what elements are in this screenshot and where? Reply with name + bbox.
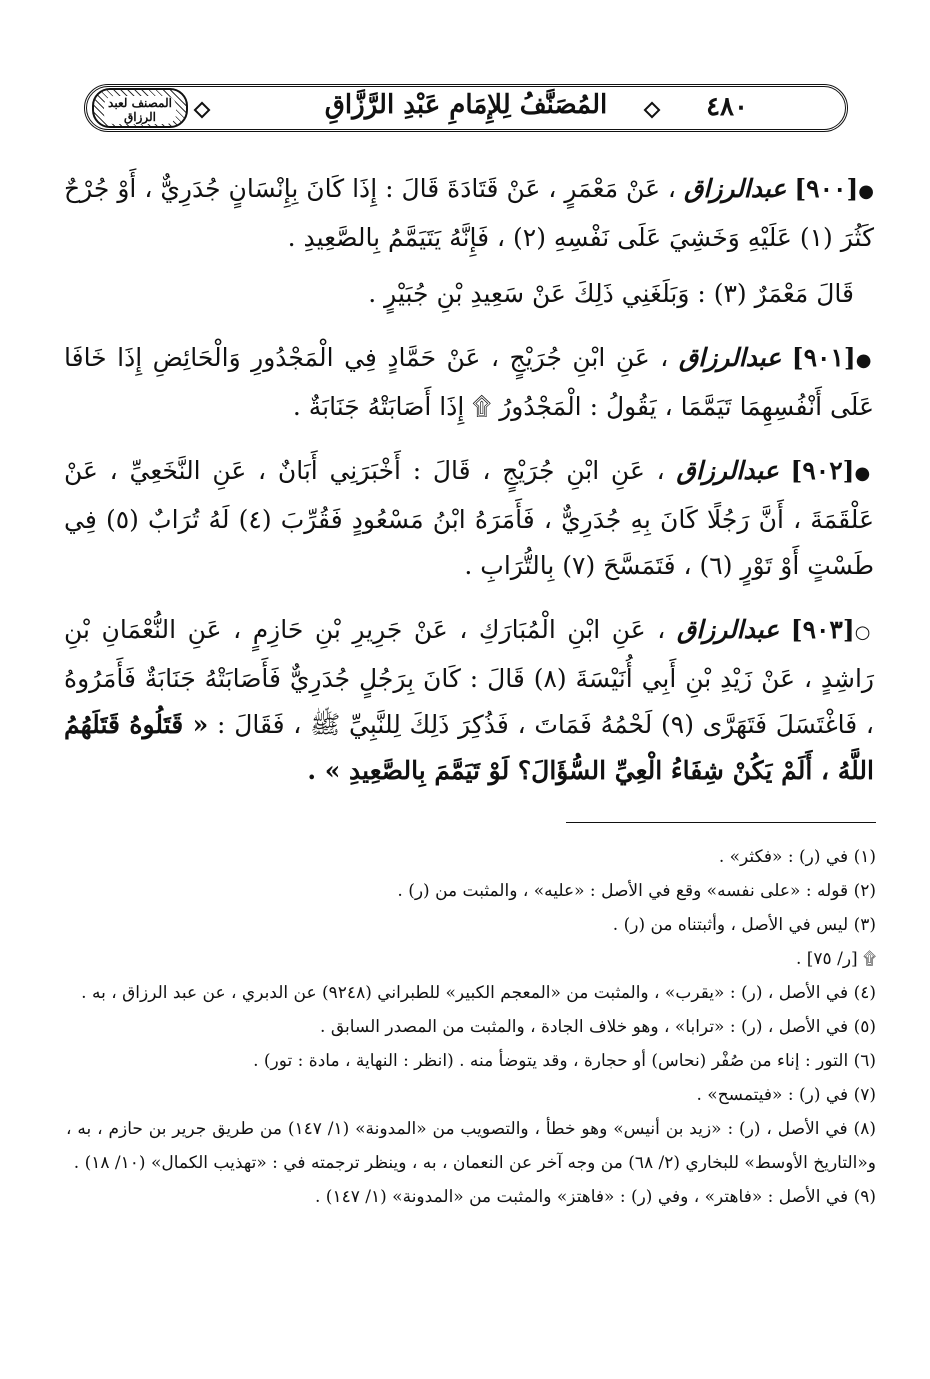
hadith-marker: ● <box>854 463 875 484</box>
footnote: (٥) في الأصل ، (ر) : «ترابا» ، وهو خلاف الجادة ، والمثبت من المصدر السابق . <box>320 1017 876 1037</box>
hadith-text: ، عَنْ مَعْمَرٍ ، عَنْ قَتَادَةَ قَالَ : إِذَا كَانَ بِإِنْسَانٍ جُدَرِيٌّ ، أَوْ جُرْحٌ كَثُرَ (١) عَلَيْهِ وَخَشِيَ عَلَى نَفْسِهِ (٢) ، فَإِنَّهُ يَتَيَمَّمُ بِالصَّعِيدِ . <box>64 174 874 252</box>
footnote-divider <box>566 822 876 823</box>
footnote: (٢) قوله : «على نفسه» وقع في الأصل : «عليه» ، والمثبت من (ر) . <box>397 881 876 901</box>
page-header <box>84 84 848 132</box>
footnote: (٨) في الأصل ، (ر) : «زيد بن أنيس» وهو خطأ ، والتصويب من «المدونة» (١/ ١٤٧) من طريق جرير بن حازم ، به ، و«التاريخ الأوسط» للبخاري (٢/ ٦٨) من وجه آخر عن النعمان ، به ، وينظر ترجمته في : «تهذيب الكمال» (١٠/ ١٨) . <box>66 1119 876 1173</box>
footnote: (٧) في (ر) : «فيتمسح» . <box>696 1085 876 1105</box>
hadith-902 <box>64 448 874 589</box>
hadith-marker: ● <box>858 181 875 202</box>
hadith-author: عبدالرزاق <box>676 615 780 644</box>
footnote: (١) في (ر) : «فكثر» . <box>718 847 876 867</box>
hadith-900 <box>64 166 874 261</box>
book-title: المُصَنَّفُ لِلإِمَامِ عَبْدِ الرَّزَّاقِ <box>324 90 608 120</box>
hadith-903 <box>64 607 874 794</box>
badge-text: المصنف لعبد الرزاق <box>104 96 176 124</box>
hadith-number: [٩٠١] <box>791 343 856 372</box>
footnote: (٦) التور : إناء من صُفْر (نحاس) أو حجارة ، وقد يتوضأ منه . (انظر : النهاية ، مادة : تور) . <box>253 1051 876 1071</box>
hadith-author: عبدالرزاق <box>683 174 787 203</box>
footnote: (٤) في الأصل ، (ر) : «يقرب» ، والمثبت من «المعجم الكبير» للطبراني (٩٢٤٨) عن الدبري ، عن عبد الرزاق ، به . <box>81 983 876 1003</box>
hadith-901 <box>64 335 874 430</box>
prophet-saying: « قَتَلُوهُ قَتَلَهُمُ اللَّهُ ، أَلَمْ يَكُنْ شِفَاءُ الْعِيِّ السُّؤَالَ؟ لَوْ تَيَمَّمَ بِالصَّعِيدِ » . <box>64 710 874 785</box>
main-text <box>64 166 874 812</box>
footnote: ۩ [ر/ ٧٥] . <box>795 949 876 969</box>
hadith-marker: ○ <box>854 622 874 643</box>
hadith-author: عبدالرزاق <box>678 343 782 372</box>
hadith-text: ، عَنِ ابْنِ جُرَيْجٍ ، قَالَ : أَخْبَرَنِي أَبَانٌ ، عَنِ النَّخَعِيِّ ، عَنْ عَلْقَمَةَ ، أَنَّ رَجُلًا كَانَ بِهِ جُدَرِيٌّ ، فَأَمَرَهُ ابْنُ مَسْعُودٍ فَقُرِّبَ (٤) لَهُ تُرَابٌ (٥) فِي طَسْتٍ أَوْ تَوْرٍ (٦) ، فَتَمَسَّحَ (٧) بِالتُّرَابِ . <box>64 456 874 580</box>
hadith-author: عبدالرزاق <box>676 456 779 485</box>
hadith-900-note: قَالَ مَعْمَرٌ (٣) : وَبَلَغَنِي ذَلِكَ عَنْ سَعِيدِ بْنِ جُبَيْرٍ . <box>368 279 854 308</box>
hadith-text: ، عَنِ ابْنِ جُرَيْجٍ ، عَنْ حَمَّادٍ فِي الْمَجْدُورِ وَالْحَائِضِ إِذَا خَافَا عَلَى أَنْفُسِهِمَا تَيَمَّمَا ، يَقُولُ : الْمَجْدُورُ ۩ إِذَا أَصَابَتْهُ جَنَابَةٌ . <box>64 343 874 421</box>
hadith-number: [٩٠٠] <box>794 174 859 203</box>
hadith-number: [٩٠٢] <box>790 456 855 485</box>
footnotes <box>66 840 876 1214</box>
footnote: (٣) ليس في الأصل ، وأثبتناه من (ر) . <box>612 915 876 935</box>
footnote: (٩) في الأصل : «فاهتر» ، وفي (ر) : «فاهتز» والمثبت من «المدونة» (١/ ١٤٧) . <box>315 1187 876 1207</box>
hadith-marker: ● <box>855 350 874 371</box>
hadith-text: ، عَنِ ابْنِ الْمُبَارَكِ ، عَنْ جَرِيرِ بْنِ حَازِمٍ ، عَنِ النُّعْمَانِ بْنِ رَاشِدٍ ، عَنْ زَيْدِ بْنِ أَبِي أُنَيْسَةَ (٨) قَالَ : كَانَ بِرَجُلٍ جُدَرِيٌّ فَأَصَابَتْهُ جَنَابَةٌ فَأَمَرُوهُ ، فَاغْتَسَلَ فَتَهَرَّى (٩) لَحْمُهُ فَمَاتَ ، فَذُكِرَ ذَلِكَ لِلنَّبِيِّ ﷺ ، فَقَالَ : <box>64 615 875 739</box>
page-number: ٤٨٠ <box>706 92 748 122</box>
hadith-number: [٩٠٣] <box>790 615 855 644</box>
